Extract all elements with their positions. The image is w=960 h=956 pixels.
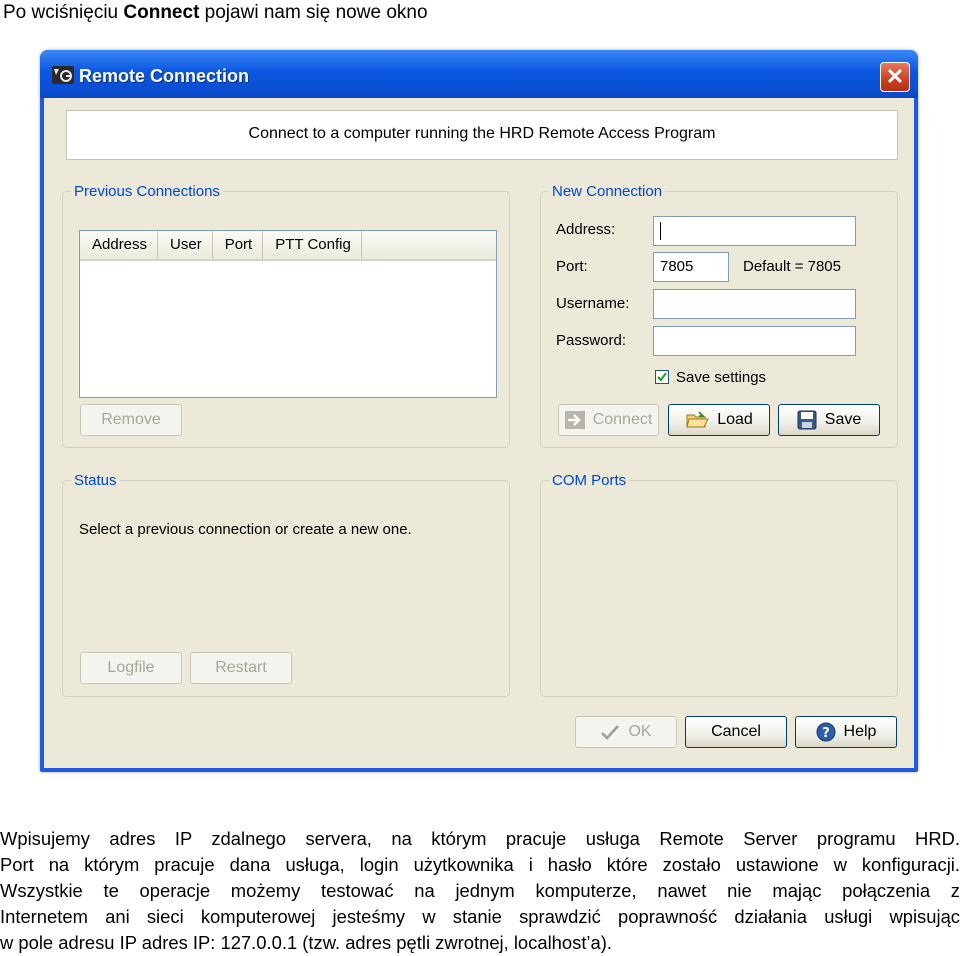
column-header-user[interactable]: User [158,231,213,259]
remove-button[interactable] [80,404,182,436]
help-icon [816,722,836,742]
text-caret [660,222,661,240]
floppy-disk-icon [797,410,817,430]
arrow-right-icon [565,411,585,429]
paragraph-line: w pole adresu IP adres IP: 127.0.0.1 (tzw. adres pętli zwrotnej, localhost’a). [0,932,612,953]
description-paragraph [0,826,960,956]
connect-button[interactable] [558,404,659,436]
help-button[interactable] [795,716,897,748]
intro-line [3,2,428,24]
previous-connections-list[interactable] [79,230,497,398]
com-ports-legend: COM Ports [552,472,627,489]
checkmark-icon [657,372,667,382]
username-label: Username: [556,295,630,312]
load-button[interactable] [668,404,770,436]
column-header-ptt-config[interactable]: PTT Config [263,231,362,259]
port-label: Port: [556,258,588,275]
previous-connections-legend: Previous Connections [74,183,220,200]
close-button[interactable] [880,62,910,92]
title-bar[interactable] [40,50,918,98]
username-input[interactable] [653,289,856,319]
save-label: Save [824,411,862,428]
svg-text:?: ? [821,726,830,741]
column-header-port[interactable]: Port [213,231,264,259]
restart-button[interactable] [190,652,292,684]
save-settings-checkbox[interactable] [655,370,669,384]
save-button[interactable] [778,404,880,436]
paragraph-line: Internetem ani sieci komputerowej jesteśmy w stanie sprawdzić poprawność działania usługi wpisując [0,906,960,927]
ok-label: OK [628,723,652,740]
connect-label: Connect [592,411,653,428]
window-title: Remote Connection [79,66,250,86]
address-input[interactable] [653,216,856,246]
address-label: Address: [556,221,616,238]
save-settings-label[interactable]: Save settings [676,369,767,386]
logfile-button[interactable] [80,652,182,684]
port-default-text: Default = 7805 [743,258,841,275]
remote-app-icon [52,66,74,84]
paragraph-line: Wpisujemy adres IP zdalnego servera, na którym pracuje usługa Remote Server programu HRD. [0,828,960,849]
status-legend: Status [74,472,117,489]
paragraph-line: Wszystkie te operacje możemy testować na jednym komputerze, nawet nie mając połączenia z [0,880,960,901]
port-value: 7805 [660,258,694,275]
logfile-label: Logfile [107,659,155,676]
password-label: Password: [556,332,627,349]
status-text: Select a previous connection or create a new one. [79,521,412,538]
cancel-button[interactable] [685,716,787,748]
com-ports-group [540,472,898,697]
restart-label: Restart [215,659,267,676]
help-label: Help [843,723,877,740]
column-header-address[interactable]: Address [80,231,158,259]
load-label: Load [717,411,753,428]
paragraph-line: Port na którym pracuje dana usługa, login użytkownika i hasło które zostało ustawione w konfiguracji. [0,854,960,875]
folder-open-icon [685,410,709,430]
password-input[interactable] [653,326,856,356]
list-header [80,231,496,261]
banner-text: Connect to a computer running the HRD Remote Access Program [248,125,716,142]
close-icon: ✕ [885,64,905,89]
intro-prefix: Po wciśnięciu [3,2,124,23]
remove-label: Remove [101,411,161,428]
cancel-label: Cancel [711,723,761,740]
checkmark-icon [600,724,620,740]
ok-button[interactable] [575,716,677,748]
intro-suffix: pojawi nam się nowe okno [199,2,428,23]
new-connection-legend: New Connection [552,183,663,200]
port-input[interactable] [653,252,729,282]
intro-bold: Connect [123,2,200,23]
info-banner [66,110,898,160]
